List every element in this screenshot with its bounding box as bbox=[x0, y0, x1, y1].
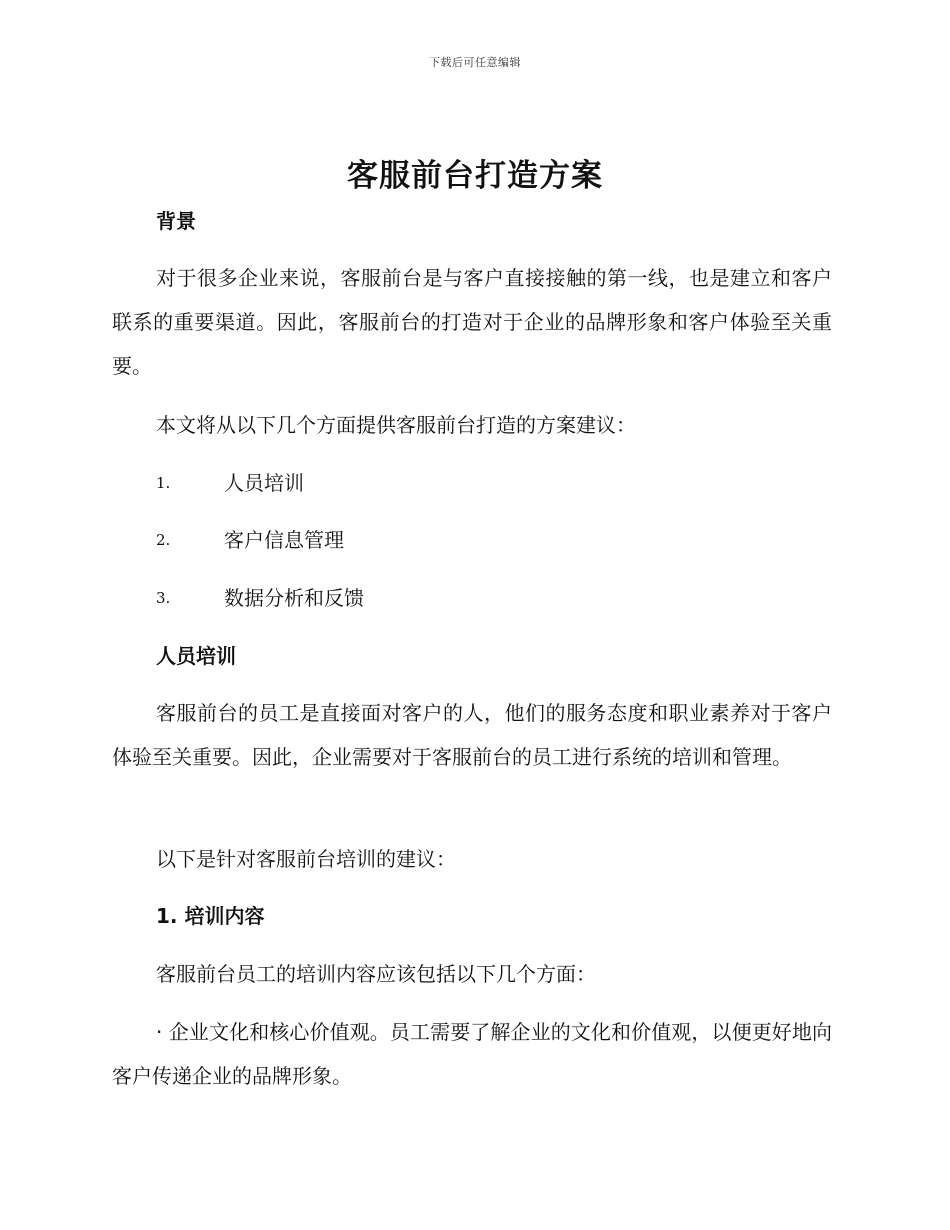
paragraph-training-content-intro: 客服前台员工的培训内容应该包括以下几个方面： bbox=[156, 962, 596, 986]
paragraph-training-suggestions: 以下是针对客服前台培训的建议： bbox=[156, 847, 456, 871]
list-item-text: 人员培训 bbox=[224, 471, 304, 495]
list-item-number: 2. bbox=[156, 531, 171, 549]
header-note: 下载后可任意编辑 bbox=[429, 56, 521, 69]
paragraph-proposal-intro: 本文将从以下几个方面提供客服前台打造的方案建议： bbox=[156, 413, 636, 437]
list-item-number: 1. bbox=[156, 474, 171, 492]
document-title: 客服前台打造方案 bbox=[347, 158, 603, 194]
paragraph-training-intro: 客服前台的员工是直接面对客户的人，他们的服务态度和职业素养对于客户体验至关重要。因此，企业需要对于客服前台的员工进行系统的培训和管理。 bbox=[112, 701, 832, 769]
list-item-text: 客户信息管理 bbox=[224, 528, 344, 552]
paragraph-background-intro: 对于很多企业来说，客服前台是与客户直接接触的第一线，也是建立和客户联系的重要渠道。因此，客服前台的打造对于企业的品牌形象和客户体验至关重要。 bbox=[112, 266, 832, 378]
sub-heading-training-content: 1. 培训内容 bbox=[156, 904, 265, 928]
list-item-number: 3. bbox=[156, 589, 171, 607]
section-heading-training: 人员培训 bbox=[156, 644, 236, 668]
bullet-corporate-culture: · 企业文化和核心价值观。员工需要了解企业的文化和价值观，以便更好地向客户传递企业的品牌形象。 bbox=[112, 1020, 832, 1088]
list-item-text: 数据分析和反馈 bbox=[224, 586, 364, 610]
section-heading-background: 背景 bbox=[156, 209, 196, 233]
